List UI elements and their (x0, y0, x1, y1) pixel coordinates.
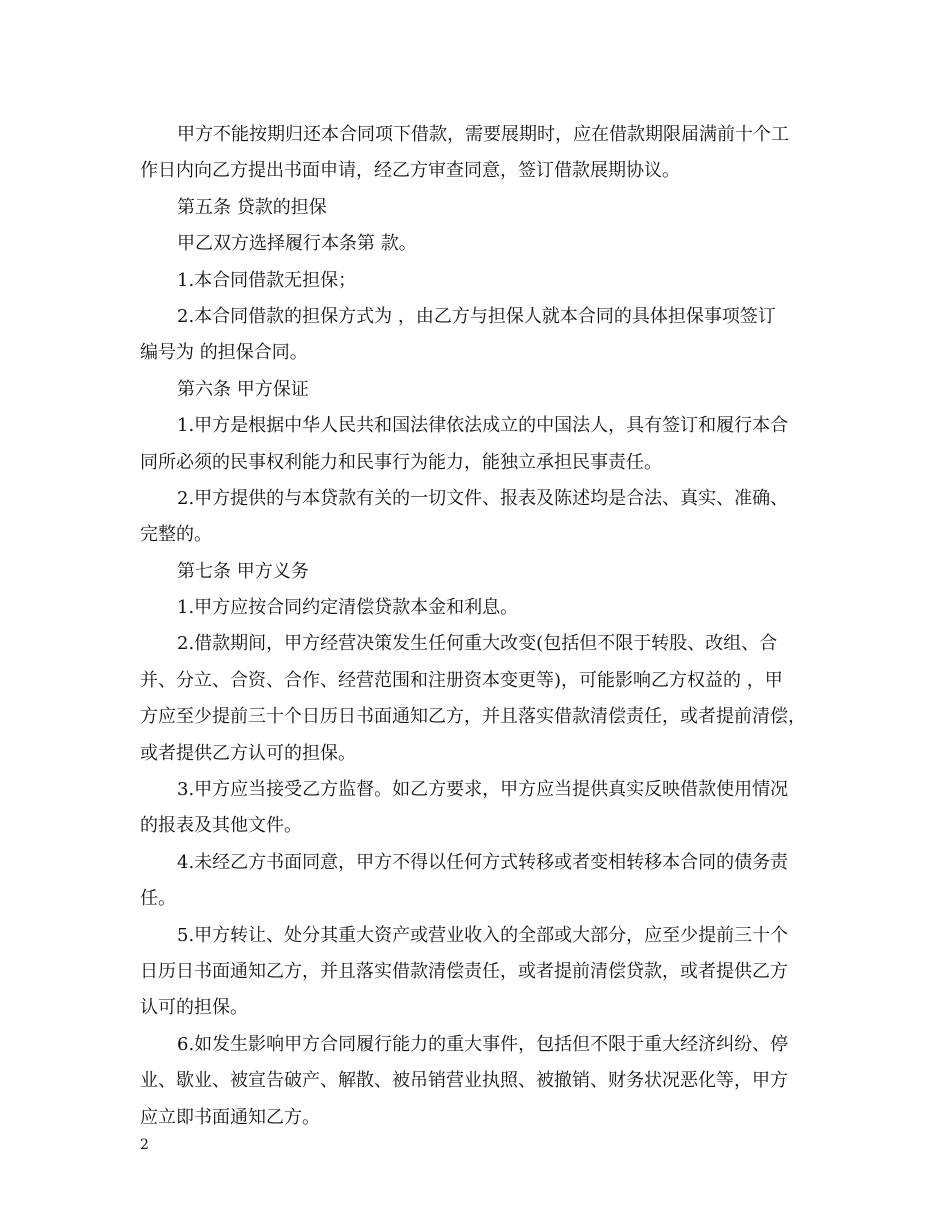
clause-item: 1.本合同借款无担保； (177, 269, 357, 291)
document-body (140, 117, 820, 1136)
paragraph-line: 作日内向乙方提出书面申请，经乙方审查同意，签订借款展期协议。 (140, 160, 680, 182)
clause-item: 2.借款期间，甲方经营决策发生任何重大改变(包括但不限于转股、改组、合 (177, 633, 778, 655)
paragraph-line: 的报表及其他文件。 (140, 815, 302, 837)
paragraph-line: 并、分立、合资、合作、经营范围和注册资本变更等)，可能影响乙方权益的 ，甲 (140, 669, 783, 691)
paragraph-line: 日历日书面通知乙方，并且落实借款清偿责任，或者提前清偿贷款，或者提供乙方 (140, 960, 788, 982)
clause-item: 2.甲方提供的与本贷款有关的一切文件、报表及陈述均是合法、真实、准确、 (177, 487, 789, 509)
clause-item: 1.甲方是根据中华人民共和国法律依法成立的中国法人，具有签订和履行本合 (177, 415, 789, 437)
paragraph-line: 或者提供乙方认可的担保。 (140, 742, 356, 764)
paragraph-line: 方应至少提前三十个日历日书面通知乙方，并且落实借款清偿责任，或者提前清偿， (140, 706, 806, 728)
article-heading: 第七条 甲方义务 (177, 560, 309, 582)
clause-item: 1.甲方应按合同约定清偿贷款本金和利息。 (177, 597, 519, 619)
paragraph-line: 同所必须的民事权利能力和民事行为能力，能独立承担民事责任。 (140, 451, 662, 473)
page-number: 2 (140, 1137, 149, 1153)
clause-item: 4.未经乙方书面同意，甲方不得以任何方式转移或者变相转移本合同的债务责 (177, 851, 789, 873)
clause-item: 5.甲方转让、处分其重大资产或营业收入的全部或大部分，应至少提前三十个 (177, 924, 789, 946)
paragraph-line: 完整的。 (140, 524, 212, 546)
clause-item: 6.如发生影响甲方合同履行能力的重大事件，包括但不限于重大经济纠纷、停 (177, 1033, 789, 1055)
clause-item: 3.甲方应当接受乙方监督。如乙方要求，甲方应当提供真实反映借款使用情况 (177, 779, 789, 801)
paragraph-line: 甲方不能按期归还本合同项下借款，需要展期时，应在借款期限届满前十个工 (177, 124, 789, 145)
paragraph-line: 甲乙双方选择履行本条第 款。 (177, 233, 417, 255)
paragraph-line: 任。 (140, 888, 176, 910)
paragraph-line: 业、歇业、被宣告破产、解散、被吊销营业执照、被撤销、财务状况恶化等，甲方 (140, 1070, 788, 1092)
article-heading: 第五条 贷款的担保 (177, 196, 327, 218)
paragraph-line: 编号为 的担保合同。 (140, 342, 308, 364)
paragraph-line: 认可的担保。 (140, 997, 248, 1019)
paragraph-line: 应立即书面通知乙方。 (140, 1106, 320, 1128)
clause-item: 2.本合同借款的担保方式为 ，由乙方与担保人就本合同的具体担保事项签订 (177, 305, 776, 327)
article-heading: 第六条 甲方保证 (177, 378, 309, 400)
